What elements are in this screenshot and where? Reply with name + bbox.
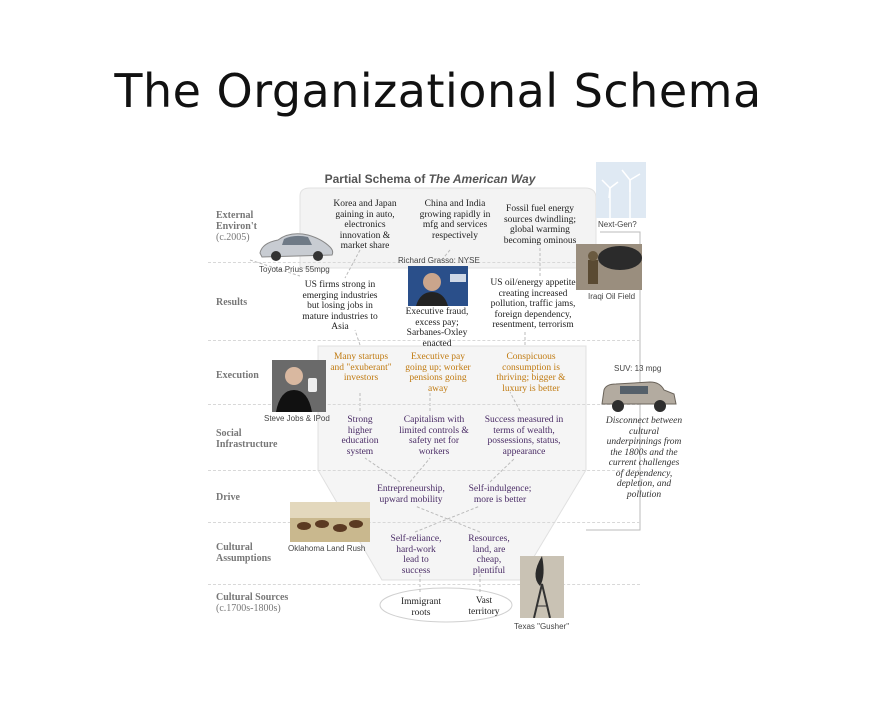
box-self-reliance: Self-reliance, hard-work lead to success xyxy=(390,534,442,576)
box-higher-ed: Strong higher education system xyxy=(341,415,379,457)
caption-grasso: Richard Grasso: NYSE xyxy=(398,256,480,265)
box-korea-japan: Korea and Japan gaining in auto, electronics innovation & market share xyxy=(333,199,397,251)
header-prefix: Partial Schema of xyxy=(324,172,429,186)
slide-title: The Organizational Schema xyxy=(114,64,762,118)
land-rush-image xyxy=(290,502,370,542)
diagram-header xyxy=(210,172,650,186)
band-divider xyxy=(208,584,640,585)
box-conspicuous: Conspicuous consumption is thriving; bigger & luxury is better xyxy=(496,352,566,394)
caption-iraqi-oil-field: Iraqi Oil Field xyxy=(588,292,636,301)
box-entrepreneurship: Entrepreneurship, upward mobility xyxy=(377,484,445,505)
steve-jobs-image xyxy=(272,360,326,412)
band-divider xyxy=(208,470,640,471)
suv-image xyxy=(598,374,678,416)
header-emphasis: The American Way xyxy=(428,172,536,186)
box-exec-pay: Executive pay going up; worker pensions going away xyxy=(405,352,471,394)
texas-gusher-image xyxy=(520,556,564,618)
iraqi-oil-field-image xyxy=(576,244,642,290)
caption-nextgen: Next-Gen? xyxy=(598,220,637,229)
box-self-indulgence: Self-indulgence; more is better xyxy=(468,484,532,505)
box-vast-territory: Vast territory xyxy=(468,596,500,617)
box-resources: Resources, land, are cheap, plentiful xyxy=(468,534,510,576)
caption-steve-jobs: Steve Jobs & IPod xyxy=(264,414,330,423)
caption-prius: Toyota Prius 55mpg xyxy=(259,265,330,274)
box-us-firms: US firms strong in emerging industries but losing jobs in mature industries to Asia xyxy=(302,280,378,332)
row-label-execution: Execution xyxy=(216,370,259,381)
disconnect-note: Disconnect between cultural underpinnings from the 1800s and the current challenges of dependency, depletion, and pollution xyxy=(605,416,683,500)
caption-texas-gusher: Texas "Gusher" xyxy=(514,622,570,631)
grasso-portrait-image xyxy=(408,266,468,306)
caption-land-rush: Oklahoma Land Rush xyxy=(288,544,366,553)
box-success: Success measured in terms of wealth, possessions, status, appearance xyxy=(484,415,564,457)
row-label-drive: Drive xyxy=(216,492,240,503)
box-capitalism: Capitalism with limited controls & safety net for workers xyxy=(399,415,469,457)
band-divider xyxy=(208,522,640,523)
row-label-assumptions: Cultural Assumptions xyxy=(216,542,272,564)
row-label-social: Social Infrastructure xyxy=(216,428,278,450)
box-fossil-fuel: Fossil fuel energy sources dwindling; global warming becoming ominous xyxy=(503,204,577,246)
box-startups: Many startups and "exuberant" investors xyxy=(330,352,392,383)
box-china-india: China and India growing rapidly in mfg and services respectively xyxy=(419,199,491,241)
box-exec-fraud: Executive fraud, excess pay; Sarbanes-Oxley enacted xyxy=(405,307,469,349)
prius-car-image xyxy=(256,227,336,263)
box-immigrant-roots: Immigrant roots xyxy=(400,597,442,618)
row-label-sources: Cultural Sources (c.1700s-1800s) xyxy=(216,592,289,614)
row-label-results: Results xyxy=(216,297,248,308)
row-label-external: External Environ't (c.2005) xyxy=(216,210,257,243)
box-us-oil: US oil/energy appetite creating increased pollution, traffic jams, foreign dependency, resentment, terrorism xyxy=(490,278,576,330)
wind-turbines-image xyxy=(596,162,646,218)
caption-suv: SUV: 13 mpg xyxy=(614,364,662,373)
